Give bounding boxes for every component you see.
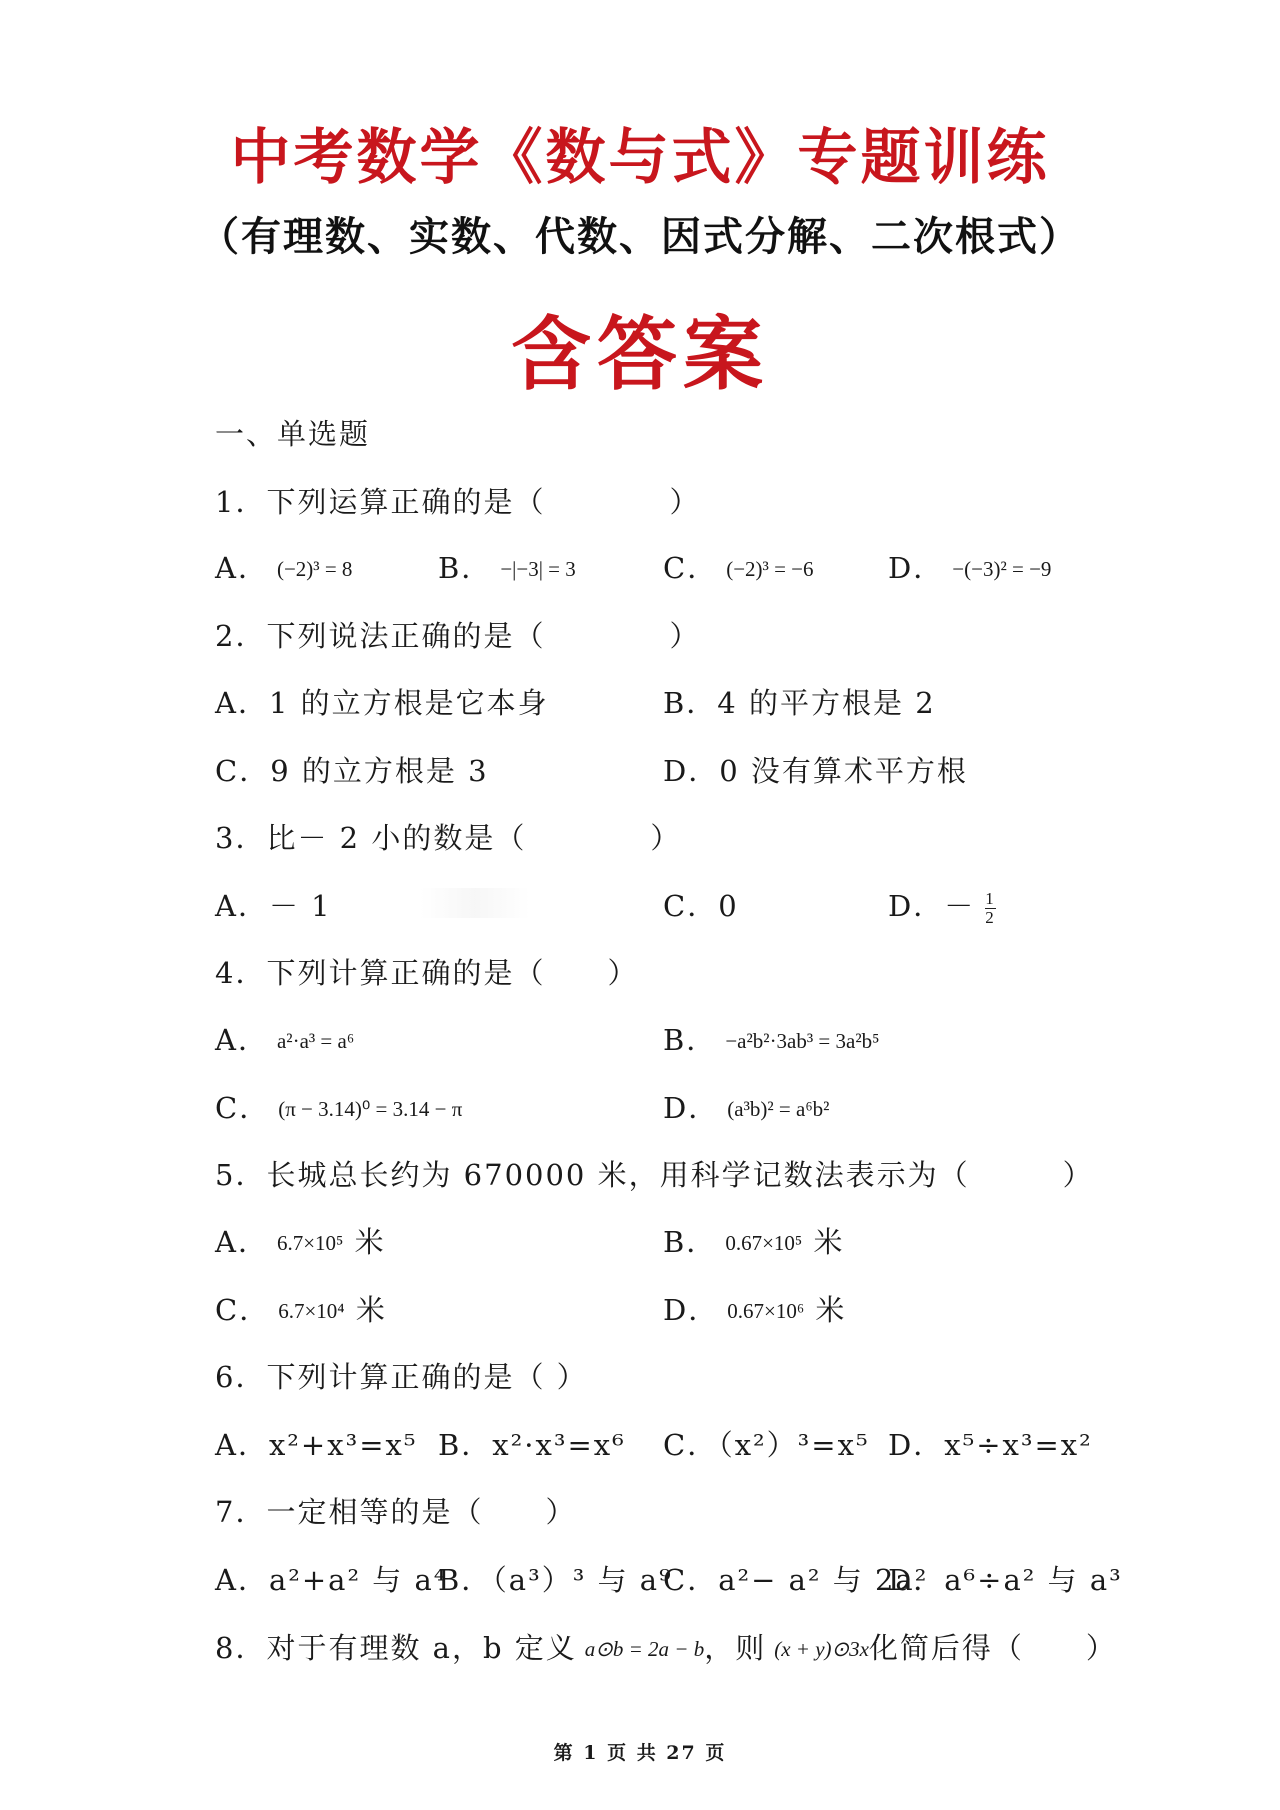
question-3-option-d: D．－ $\frac{1}{2}$ <box>888 888 996 927</box>
fraction: $\frac{1}{2}$ <box>985 888 996 927</box>
question-2-option-c: C．9 的立方根是 3 <box>215 754 489 788</box>
question-1-stem: 1．下列运算正确的是（ ） <box>215 485 701 519</box>
question-6-option-b: B．x²·x³=x⁶ <box>438 1428 626 1462</box>
question-2-stem: 2．下列说法正确的是（ ） <box>215 619 701 653</box>
question-3-stem: 3．比－ 2 小的数是（ ） <box>215 821 682 855</box>
answer-label: 含答案 <box>511 307 769 401</box>
question-6-option-d: D．x⁵÷x³=x² <box>888 1428 1093 1462</box>
obscured-option-b <box>420 888 530 918</box>
question-4-option-d: D． (a³b)² = a⁶b² <box>663 1091 830 1125</box>
question-7-stem: 7．一定相等的是（ ） <box>215 1495 577 1529</box>
question-4-option-a: A． a²·a³ = a⁶ <box>215 1023 355 1057</box>
question-5-option-c: C． 6.7×10⁴ 米 <box>215 1293 387 1327</box>
question-8-stem: 8．对于有理数 a，b 定义 a⊙b = 2a − b，则 (x + y)⊙3x化简后得（ ） <box>215 1631 1117 1665</box>
question-3-option-c: C．0 <box>663 889 739 923</box>
question-5-stem: 5．长城总长约为 670000 米，用科学记数法表示为（ ） <box>215 1158 1094 1192</box>
question-6-option-c: C．（x²）³=x⁵ <box>663 1428 870 1462</box>
question-7-option-b: B．（a³）³ 与 a⁹ <box>438 1563 673 1597</box>
question-4-stem: 4．下列计算正确的是（ ） <box>215 956 639 990</box>
question-7-option-a: A．a²+a² 与 a⁴ <box>215 1563 448 1597</box>
question-1-option-b: B． −|−3| = 3 <box>438 551 576 585</box>
page-title: 中考数学《数与式》专题训练 <box>230 123 1050 193</box>
section-heading: 一、单选题 <box>215 417 371 451</box>
question-7-option-c: C．a²− a² 与 2a² <box>663 1563 929 1597</box>
question-1-option-d: D． −(−3)² = −9 <box>888 551 1052 585</box>
question-4-option-c: C． (π − 3.14)⁰ = 3.14 − π <box>215 1091 463 1125</box>
question-2-option-b: B．4 的平方根是 2 <box>663 686 936 720</box>
question-7-option-d: D．a⁶÷a² 与 a³ <box>888 1563 1123 1597</box>
question-5-option-d: D． 0.67×10⁶ 米 <box>663 1293 847 1327</box>
question-6-option-a: A．x²+x³=x⁵ <box>215 1428 418 1462</box>
question-5-option-a: A． 6.7×10⁵ 米 <box>215 1225 386 1259</box>
question-2-option-d: D．0 没有算术平方根 <box>663 754 968 788</box>
question-1-option-c: C． (−2)³ = −6 <box>663 551 814 585</box>
question-6-stem: 6．下列计算正确的是（ ） <box>215 1360 588 1394</box>
question-1-option-a: A． (−2)³ = 8 <box>215 551 353 585</box>
question-4-option-b: B． −a²b²·3ab³ = 3a²b⁵ <box>663 1023 880 1057</box>
page-subtitle: （有理数、实数、代数、因式分解、二次根式） <box>199 213 1081 260</box>
question-2-option-a: A．1 的立方根是它本身 <box>215 686 549 720</box>
question-3-option-a: A．－ 1 <box>215 889 332 923</box>
question-5-option-b: B． 0.67×10⁵ 米 <box>663 1225 845 1259</box>
page-footer: 第 1 页 共 27 页 <box>553 1742 727 1764</box>
